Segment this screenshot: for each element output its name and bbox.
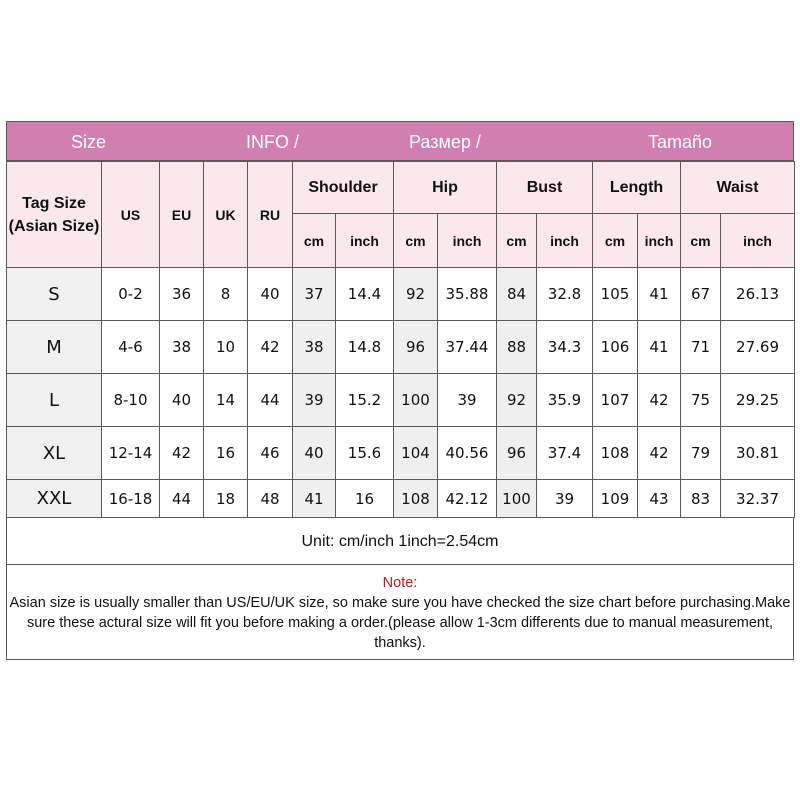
cell-uk: 14 [204,374,248,427]
cell-hip-cm: 96 [394,321,438,374]
cell-uk: 8 [204,268,248,321]
cell-shoulder-in: 14.4 [336,268,394,321]
cell-bust-in: 35.9 [537,374,593,427]
header-length-cm: cm [593,214,638,268]
table-row [7,321,795,374]
cell-ru: 48 [248,480,293,518]
cell-length-cm: 108 [593,427,638,480]
cell-eu: 44 [160,480,204,518]
table-row [7,427,795,480]
header-length-inch: inch [638,214,681,268]
cell-shoulder-cm: 38 [293,321,336,374]
header-shoulder-inch: inch [336,214,394,268]
cell-hip-cm: 100 [394,374,438,427]
cell-tag-size: L [7,374,102,427]
cell-hip-cm: 92 [394,268,438,321]
header-row-main [7,162,795,214]
cell-bust-cm: 96 [497,427,537,480]
header-ru: RU [248,162,293,268]
cell-bust-in: 39 [537,480,593,518]
header-uk: UK [204,162,248,268]
cell-bust-in: 34.3 [537,321,593,374]
cell-uk: 16 [204,427,248,480]
cell-length-in: 41 [638,321,681,374]
cell-waist-in: 29.25 [721,374,795,427]
cell-hip-in: 39 [438,374,497,427]
banner-razmer: Размер / [409,132,481,152]
header-length: Length [593,162,681,214]
cell-waist-cm: 75 [681,374,721,427]
unit-text: Unit: cm/inch 1inch=2.54cm [6,518,794,565]
cell-waist-in: 27.69 [721,321,795,374]
size-chart [6,121,794,660]
header-eu: EU [160,162,204,268]
cell-eu: 38 [160,321,204,374]
cell-shoulder-in: 16 [336,480,394,518]
cell-waist-cm: 83 [681,480,721,518]
header-hip-inch: inch [438,214,497,268]
header-shoulder-cm: cm [293,214,336,268]
cell-shoulder-cm: 37 [293,268,336,321]
cell-shoulder-cm: 41 [293,480,336,518]
cell-eu: 36 [160,268,204,321]
cell-hip-in: 40.56 [438,427,497,480]
cell-shoulder-in: 15.6 [336,427,394,480]
cell-shoulder-in: 14.8 [336,321,394,374]
cell-eu: 40 [160,374,204,427]
banner-size: Size [71,132,107,152]
table-row [7,268,795,321]
cell-waist-in: 30.81 [721,427,795,480]
header-waist-inch: inch [721,214,795,268]
cell-tag-size: S [7,268,102,321]
cell-hip-in: 35.88 [438,268,497,321]
cell-length-cm: 105 [593,268,638,321]
cell-hip-in: 42.12 [438,480,497,518]
banner-tamano: Tamaño [648,132,713,152]
header-waist: Waist [681,162,795,214]
table-row [7,480,795,518]
cell-us: 16-18 [102,480,160,518]
cell-tag-size: XL [7,427,102,480]
cell-bust-cm: 100 [497,480,537,518]
cell-bust-in: 37.4 [537,427,593,480]
cell-eu: 42 [160,427,204,480]
banner-info: INFO / [246,132,299,152]
note-box [6,565,794,660]
header-us: US [102,162,160,268]
cell-shoulder-in: 15.2 [336,374,394,427]
header-shoulder: Shoulder [293,162,394,214]
cell-bust-cm: 84 [497,268,537,321]
cell-tag-size: XXL [7,480,102,518]
cell-us: 4-6 [102,321,160,374]
header-bust: Bust [497,162,593,214]
cell-length-in: 41 [638,268,681,321]
cell-waist-cm: 71 [681,321,721,374]
header-bust-cm: cm [497,214,537,268]
cell-waist-in: 32.37 [721,480,795,518]
cell-length-cm: 109 [593,480,638,518]
size-table [6,161,795,518]
cell-uk: 18 [204,480,248,518]
cell-us: 0-2 [102,268,160,321]
cell-waist-in: 26.13 [721,268,795,321]
header-waist-cm: cm [681,214,721,268]
header-tag-size: Tag Size (Asian Size) [7,162,102,268]
header-bust-inch: inch [537,214,593,268]
header-hip-cm: cm [394,214,438,268]
note-text: Asian size is usually smaller than US/EU/UK size, so make sure you have checked the size chart before purchasing.Make sure these actural size will fit you before making a order.(please allow 1-3cm differents due to manual measurement, thanks). [9,595,791,651]
cell-shoulder-cm: 40 [293,427,336,480]
cell-length-in: 43 [638,480,681,518]
cell-waist-cm: 79 [681,427,721,480]
cell-waist-cm: 67 [681,268,721,321]
cell-length-in: 42 [638,427,681,480]
cell-us: 8-10 [102,374,160,427]
cell-length-in: 42 [638,374,681,427]
cell-length-cm: 106 [593,321,638,374]
cell-hip-cm: 104 [394,427,438,480]
cell-length-cm: 107 [593,374,638,427]
cell-ru: 44 [248,374,293,427]
cell-ru: 42 [248,321,293,374]
cell-uk: 10 [204,321,248,374]
cell-bust-in: 32.8 [537,268,593,321]
cell-bust-cm: 88 [497,321,537,374]
header-hip: Hip [394,162,497,214]
title-banner [6,121,794,161]
cell-hip-cm: 108 [394,480,438,518]
cell-hip-in: 37.44 [438,321,497,374]
cell-ru: 40 [248,268,293,321]
cell-bust-cm: 92 [497,374,537,427]
cell-us: 12-14 [102,427,160,480]
cell-ru: 46 [248,427,293,480]
note-title: Note: [382,575,418,591]
cell-shoulder-cm: 39 [293,374,336,427]
table-row [7,374,795,427]
cell-tag-size: M [7,321,102,374]
